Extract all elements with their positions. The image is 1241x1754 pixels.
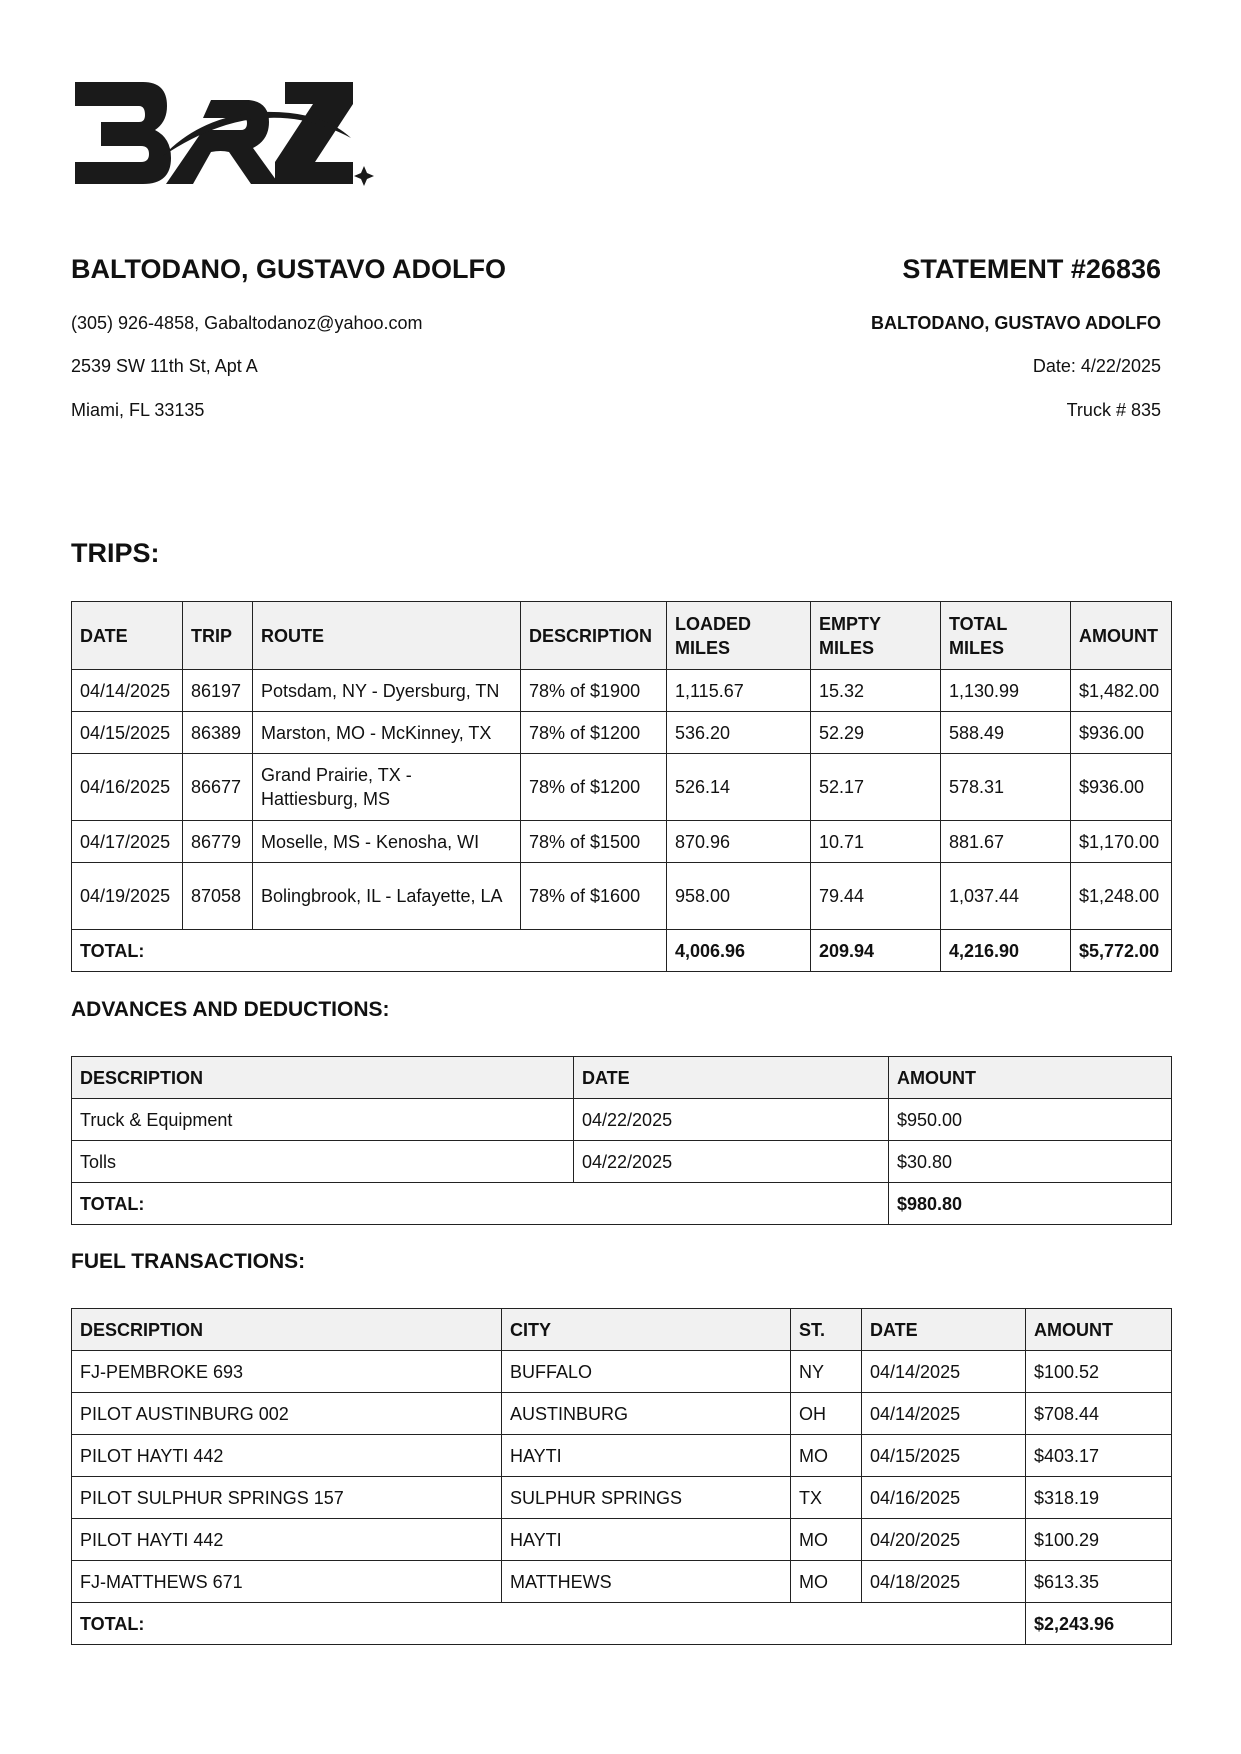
driver-address-line2: Miami, FL 33135 [71,400,205,420]
table-row [72,1477,1172,1519]
statement-title: STATEMENT #26836 [902,254,1161,284]
trip-date: 04/17/2025 [72,821,183,863]
trips-total-miles: 4,216.90 [941,930,1071,972]
fuel-table [71,1308,1172,1645]
trips-total-empty-miles: 209.94 [811,930,941,972]
fuel-state: NY [791,1351,862,1393]
col-date: DATE [72,602,183,670]
trip-empty-miles: 15.32 [811,670,941,712]
fuel-description: PILOT SULPHUR SPRINGS 157 [72,1477,502,1519]
fuel-state: MO [791,1519,862,1561]
trip-total-miles: 881.67 [941,821,1071,863]
fuel-date: 04/20/2025 [862,1519,1026,1561]
driver-name: BALTODANO, GUSTAVO ADOLFO [71,254,506,284]
trip-amount: $936.00 [1071,754,1172,821]
trip-loaded-miles: 1,115.67 [667,670,811,712]
table-row [72,821,1172,863]
statement-payee-name: BALTODANO, GUSTAVO ADOLFO [871,313,1161,333]
table-row [72,1519,1172,1561]
trip-amount: $936.00 [1071,712,1172,754]
fuel-state: OH [791,1393,862,1435]
trips-heading: TRIPS: [71,538,160,568]
fuel-amount: $100.29 [1026,1519,1172,1561]
fuel-date: 04/16/2025 [862,1477,1026,1519]
trip-description: 78% of $1200 [521,754,667,821]
driver-contact: (305) 926-4858, Gabaltodanoz@yahoo.com [71,313,423,333]
fuel-date: 04/14/2025 [862,1351,1026,1393]
table-row [72,1435,1172,1477]
col-trip: TRIP [183,602,253,670]
advance-amount: $30.80 [889,1141,1172,1183]
fuel-description: FJ-MATTHEWS 671 [72,1561,502,1603]
col-loaded-miles: LOADED MILES [667,602,811,670]
table-row [72,1393,1172,1435]
fuel-state: TX [791,1477,862,1519]
col-description: DESCRIPTION [72,1309,502,1351]
fuel-city: SULPHUR SPRINGS [502,1477,791,1519]
fuel-city: BUFFALO [502,1351,791,1393]
trip-route: Moselle, MS - Kenosha, WI [253,821,521,863]
col-city: CITY [502,1309,791,1351]
trip-loaded-miles: 870.96 [667,821,811,863]
fuel-state: MO [791,1435,862,1477]
table-row [72,1141,1172,1183]
trip-number: 86197 [183,670,253,712]
trip-amount: $1,248.00 [1071,863,1172,930]
trips-total-amount: $5,772.00 [1071,930,1172,972]
col-date: DATE [574,1057,889,1099]
advances-header-row [72,1057,1172,1099]
statement-date: Date: 4/22/2025 [1032,356,1161,376]
advances-heading: ADVANCES AND DEDUCTIONS: [71,998,390,1021]
trip-route: Potsdam, NY - Dyersburg, TN [253,670,521,712]
advance-date: 04/22/2025 [574,1141,889,1183]
advance-description: Tolls [72,1141,574,1183]
trip-description: 78% of $1500 [521,821,667,863]
fuel-description: PILOT AUSTINBURG 002 [72,1393,502,1435]
fuel-amount: $318.19 [1026,1477,1172,1519]
fuel-description: PILOT HAYTI 442 [72,1435,502,1477]
trips-total-loaded-miles: 4,006.96 [667,930,811,972]
advances-total-label: TOTAL: [72,1183,889,1225]
fuel-date: 04/14/2025 [862,1393,1026,1435]
trip-date: 04/14/2025 [72,670,183,712]
fuel-amount: $708.44 [1026,1393,1172,1435]
fuel-state: MO [791,1561,862,1603]
driver-address-line1: 2539 SW 11th St, Apt A [71,356,258,376]
trip-date: 04/16/2025 [72,754,183,821]
trip-route: Marston, MO - McKinney, TX [253,712,521,754]
trip-total-miles: 1,130.99 [941,670,1071,712]
table-row [72,1561,1172,1603]
col-empty-miles: EMPTY MILES [811,602,941,670]
trips-total-label: TOTAL: [72,930,667,972]
trips-total-row [72,930,1172,972]
trip-total-miles: 578.31 [941,754,1071,821]
fuel-description: FJ-PEMBROKE 693 [72,1351,502,1393]
col-amount: AMOUNT [1071,602,1172,670]
fuel-city: AUSTINBURG [502,1393,791,1435]
fuel-city: MATTHEWS [502,1561,791,1603]
fuel-total-row [72,1603,1172,1645]
table-row [72,712,1172,754]
trip-description: 78% of $1900 [521,670,667,712]
trip-number: 86389 [183,712,253,754]
trip-description: 78% of $1600 [521,863,667,930]
trip-empty-miles: 52.17 [811,754,941,821]
trip-amount: $1,170.00 [1071,821,1172,863]
col-state: ST. [791,1309,862,1351]
trip-loaded-miles: 536.20 [667,712,811,754]
fuel-total-label: TOTAL: [72,1603,1026,1645]
col-date: DATE [862,1309,1026,1351]
table-row [72,670,1172,712]
col-amount: AMOUNT [1026,1309,1172,1351]
advances-total-row [72,1183,1172,1225]
trips-header-row [72,602,1172,670]
truck-number: Truck # 835 [1066,400,1161,420]
trip-route: Grand Prairie, TX - Hattiesburg, MS [253,754,521,821]
advances-table [71,1056,1172,1225]
fuel-date: 04/15/2025 [862,1435,1026,1477]
fuel-description: PILOT HAYTI 442 [72,1519,502,1561]
fuel-total-amount: $2,243.96 [1026,1603,1172,1645]
trip-route: Bolingbrook, IL - Lafayette, LA [253,863,521,930]
trip-loaded-miles: 526.14 [667,754,811,821]
trip-date: 04/19/2025 [72,863,183,930]
trip-number: 87058 [183,863,253,930]
trip-empty-miles: 10.71 [811,821,941,863]
col-amount: AMOUNT [889,1057,1172,1099]
fuel-amount: $100.52 [1026,1351,1172,1393]
trip-total-miles: 588.49 [941,712,1071,754]
trip-description: 78% of $1200 [521,712,667,754]
table-row [72,863,1172,930]
advances-total-amount: $980.80 [889,1183,1172,1225]
col-route: ROUTE [253,602,521,670]
table-row [72,1099,1172,1141]
fuel-date: 04/18/2025 [862,1561,1026,1603]
advance-description: Truck & Equipment [72,1099,574,1141]
table-row [72,754,1172,821]
trip-loaded-miles: 958.00 [667,863,811,930]
col-description: DESCRIPTION [521,602,667,670]
fuel-city: HAYTI [502,1519,791,1561]
fuel-amount: $613.35 [1026,1561,1172,1603]
trip-total-miles: 1,037.44 [941,863,1071,930]
trip-amount: $1,482.00 [1071,670,1172,712]
advance-date: 04/22/2025 [574,1099,889,1141]
fuel-heading: FUEL TRANSACTIONS: [71,1250,306,1273]
trip-date: 04/15/2025 [72,712,183,754]
fuel-city: HAYTI [502,1435,791,1477]
fuel-amount: $403.17 [1026,1435,1172,1477]
col-description: DESCRIPTION [72,1057,574,1099]
trip-number: 86677 [183,754,253,821]
trips-table [71,601,1172,972]
brz-logo [71,78,381,193]
trip-empty-miles: 79.44 [811,863,941,930]
advance-amount: $950.00 [889,1099,1172,1141]
col-total-miles: TOTAL MILES [941,602,1071,670]
trip-empty-miles: 52.29 [811,712,941,754]
trip-number: 86779 [183,821,253,863]
table-row [72,1351,1172,1393]
fuel-header-row [72,1309,1172,1351]
